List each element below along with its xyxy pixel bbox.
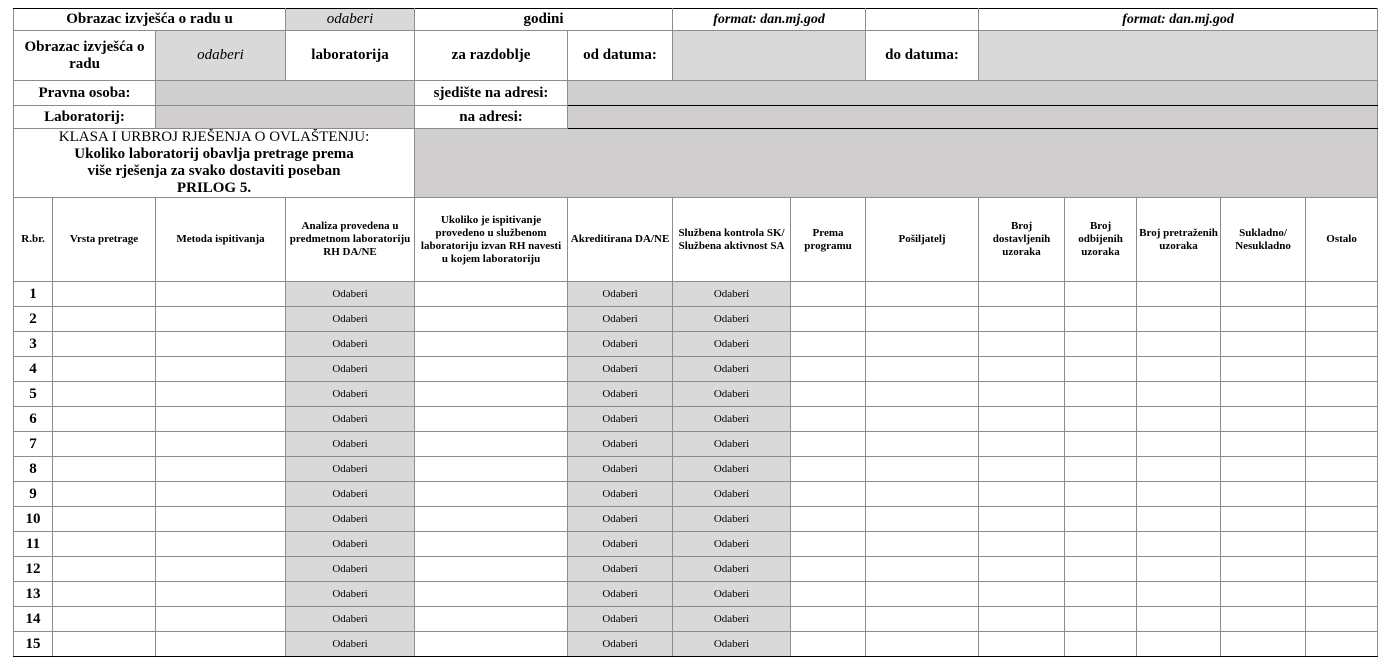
table-cell-input[interactable] bbox=[1221, 332, 1306, 357]
table-cell-input[interactable] bbox=[1065, 532, 1137, 557]
table-cell-input[interactable] bbox=[1065, 607, 1137, 632]
table-cell-input[interactable] bbox=[1306, 507, 1378, 532]
to-date-input[interactable] bbox=[979, 31, 1378, 81]
table-row bbox=[14, 582, 1378, 607]
table-cell-input[interactable] bbox=[1221, 457, 1306, 482]
table-cell-input[interactable] bbox=[866, 357, 979, 382]
row-number: 13 bbox=[14, 582, 53, 607]
lab-report-form bbox=[13, 8, 1378, 657]
report-type-label: Obrazac izvješća o radu bbox=[14, 31, 156, 81]
seat-address-input[interactable] bbox=[568, 81, 1378, 106]
table-cell-input[interactable] bbox=[156, 357, 286, 382]
decision-note: Ukoliko laboratorij obavlja pretrage prema više rješenja za svako dostaviti poseban PRILOG 5. bbox=[74, 146, 354, 196]
table-cell-input[interactable] bbox=[1065, 557, 1137, 582]
odaberi-select[interactable]: Odaberi bbox=[568, 507, 673, 532]
odaberi-select[interactable]: Odaberi bbox=[673, 557, 791, 582]
table-cell-input[interactable] bbox=[156, 457, 286, 482]
table-cell-input[interactable] bbox=[866, 632, 979, 657]
odaberi-select[interactable]: Odaberi bbox=[673, 507, 791, 532]
odaberi-select[interactable]: Odaberi bbox=[568, 482, 673, 507]
table-cell-input[interactable] bbox=[1137, 357, 1221, 382]
table-cell-input[interactable] bbox=[1306, 482, 1378, 507]
table-cell-input[interactable] bbox=[53, 632, 156, 657]
from-date-label: od datuma: bbox=[568, 31, 673, 81]
column-header: Broj pretraženih uzoraka bbox=[1137, 198, 1221, 282]
table-cell-input[interactable] bbox=[53, 407, 156, 432]
row-number: 15 bbox=[14, 632, 53, 657]
table-cell-input[interactable] bbox=[1306, 307, 1378, 332]
table-cell-input[interactable] bbox=[866, 307, 979, 332]
odaberi-select[interactable]: Odaberi bbox=[568, 457, 673, 482]
odaberi-select[interactable]: Odaberi bbox=[673, 432, 791, 457]
table-cell-input[interactable] bbox=[53, 357, 156, 382]
year-select[interactable]: odaberi bbox=[286, 9, 415, 31]
table-cell-input[interactable] bbox=[979, 282, 1065, 307]
table-cell-input[interactable] bbox=[415, 357, 568, 382]
legal-entity-label: Pravna osoba: bbox=[14, 81, 156, 106]
table-cell-input[interactable] bbox=[415, 307, 568, 332]
table-cell-input[interactable] bbox=[415, 432, 568, 457]
table-cell-input[interactable] bbox=[53, 557, 156, 582]
table-cell-input[interactable] bbox=[791, 507, 866, 532]
odaberi-select[interactable]: Odaberi bbox=[286, 357, 415, 382]
table-row bbox=[14, 332, 1378, 357]
table-cell-input[interactable] bbox=[1137, 607, 1221, 632]
table-cell-input[interactable] bbox=[1306, 407, 1378, 432]
odaberi-select[interactable]: Odaberi bbox=[673, 407, 791, 432]
table-cell-input[interactable] bbox=[156, 282, 286, 307]
table-cell-input[interactable] bbox=[1137, 507, 1221, 532]
to-date-label: do datuma: bbox=[866, 31, 979, 81]
table-cell-input[interactable] bbox=[1137, 332, 1221, 357]
row-number: 1 bbox=[14, 282, 53, 307]
row-number: 2 bbox=[14, 307, 53, 332]
table-cell-input[interactable] bbox=[53, 482, 156, 507]
odaberi-select[interactable]: Odaberi bbox=[673, 607, 791, 632]
row-number: 12 bbox=[14, 557, 53, 582]
table-cell-input[interactable] bbox=[866, 482, 979, 507]
table-row bbox=[14, 457, 1378, 482]
table-cell-input[interactable] bbox=[1221, 632, 1306, 657]
row-number: 7 bbox=[14, 432, 53, 457]
table-cell-input[interactable] bbox=[866, 607, 979, 632]
column-header: Ostalo bbox=[1306, 198, 1378, 282]
table-cell-input[interactable] bbox=[156, 532, 286, 557]
table-cell-input[interactable] bbox=[1221, 307, 1306, 332]
table-cell-input[interactable] bbox=[156, 632, 286, 657]
table-cell-input[interactable] bbox=[791, 632, 866, 657]
table-cell-input[interactable] bbox=[791, 482, 866, 507]
table-cell-input[interactable] bbox=[791, 432, 866, 457]
odaberi-select[interactable]: Odaberi bbox=[673, 482, 791, 507]
table-cell-input[interactable] bbox=[791, 607, 866, 632]
table-cell-input[interactable] bbox=[791, 382, 866, 407]
decision-label bbox=[14, 129, 415, 198]
odaberi-select[interactable]: Odaberi bbox=[568, 307, 673, 332]
table-cell-input[interactable] bbox=[866, 557, 979, 582]
odaberi-select[interactable]: Odaberi bbox=[286, 282, 415, 307]
column-header: Prema programu bbox=[791, 198, 866, 282]
table-cell-input[interactable] bbox=[415, 557, 568, 582]
table-cell-input[interactable] bbox=[1221, 482, 1306, 507]
column-header: Broj dostavljenih uzoraka bbox=[979, 198, 1065, 282]
period-label: za razdoblje bbox=[415, 31, 568, 81]
table-cell-input[interactable] bbox=[1221, 357, 1306, 382]
table-cell-input[interactable] bbox=[979, 582, 1065, 607]
odaberi-select[interactable]: Odaberi bbox=[286, 432, 415, 457]
table-cell-input[interactable] bbox=[791, 357, 866, 382]
table-cell-input[interactable] bbox=[1221, 432, 1306, 457]
odaberi-select[interactable]: Odaberi bbox=[568, 282, 673, 307]
odaberi-select[interactable]: Odaberi bbox=[673, 457, 791, 482]
table-cell-input[interactable] bbox=[1306, 607, 1378, 632]
table-cell-input[interactable] bbox=[53, 607, 156, 632]
table-row bbox=[14, 357, 1378, 382]
odaberi-select[interactable]: Odaberi bbox=[286, 557, 415, 582]
table-cell-input[interactable] bbox=[979, 407, 1065, 432]
table-cell-input[interactable] bbox=[979, 557, 1065, 582]
row-number: 6 bbox=[14, 407, 53, 432]
table-cell-input[interactable] bbox=[156, 382, 286, 407]
odaberi-select[interactable]: Odaberi bbox=[568, 532, 673, 557]
table-cell-input[interactable] bbox=[1137, 557, 1221, 582]
year-suffix-label: godini bbox=[415, 9, 673, 31]
lab-suffix-label: laboratorija bbox=[286, 31, 415, 81]
table-cell-input[interactable] bbox=[979, 607, 1065, 632]
table-row bbox=[14, 307, 1378, 332]
table-cell-input[interactable] bbox=[979, 432, 1065, 457]
table-row bbox=[14, 282, 1378, 307]
table-cell-input[interactable] bbox=[1065, 432, 1137, 457]
table-row bbox=[14, 407, 1378, 432]
table-cell-input[interactable] bbox=[1065, 582, 1137, 607]
odaberi-select[interactable]: Odaberi bbox=[286, 382, 415, 407]
table-cell-input[interactable] bbox=[791, 332, 866, 357]
address-input[interactable] bbox=[568, 106, 1378, 129]
table-cell-input[interactable] bbox=[1306, 632, 1378, 657]
row-number: 10 bbox=[14, 507, 53, 532]
laboratory-label: Laboratorij: bbox=[14, 106, 156, 129]
table-cell-input[interactable] bbox=[53, 532, 156, 557]
column-header: Broj odbijenih uzoraka bbox=[1065, 198, 1137, 282]
table-cell-input[interactable] bbox=[53, 457, 156, 482]
column-header: Pošiljatelj bbox=[866, 198, 979, 282]
table-cell-input[interactable] bbox=[53, 507, 156, 532]
table-cell-input[interactable] bbox=[979, 507, 1065, 532]
odaberi-select[interactable]: Odaberi bbox=[286, 507, 415, 532]
table-cell-input[interactable] bbox=[1221, 382, 1306, 407]
odaberi-select[interactable]: Odaberi bbox=[568, 632, 673, 657]
table-cell-input[interactable] bbox=[415, 532, 568, 557]
table-cell-input[interactable] bbox=[791, 557, 866, 582]
table-cell-input[interactable] bbox=[156, 407, 286, 432]
table-row bbox=[14, 432, 1378, 457]
table-row bbox=[14, 532, 1378, 557]
table-cell-input[interactable] bbox=[866, 432, 979, 457]
table-cell-input[interactable] bbox=[791, 532, 866, 557]
odaberi-select[interactable]: Odaberi bbox=[568, 407, 673, 432]
odaberi-select[interactable]: Odaberi bbox=[286, 407, 415, 432]
row-number: 3 bbox=[14, 332, 53, 357]
table-cell-input[interactable] bbox=[156, 507, 286, 532]
table-cell-input[interactable] bbox=[979, 332, 1065, 357]
table-cell-input[interactable] bbox=[791, 457, 866, 482]
odaberi-select[interactable]: Odaberi bbox=[286, 532, 415, 557]
odaberi-select[interactable]: Odaberi bbox=[673, 357, 791, 382]
table-cell-input[interactable] bbox=[1306, 582, 1378, 607]
odaberi-select[interactable]: Odaberi bbox=[673, 532, 791, 557]
decision-input[interactable] bbox=[415, 129, 1378, 198]
table-cell-input[interactable] bbox=[53, 582, 156, 607]
table-cell-input[interactable] bbox=[979, 382, 1065, 407]
laboratory-input[interactable] bbox=[156, 106, 415, 129]
row-number: 14 bbox=[14, 607, 53, 632]
odaberi-select[interactable]: Odaberi bbox=[286, 307, 415, 332]
table-cell-input[interactable] bbox=[979, 457, 1065, 482]
seat-address-label: sjedište na adresi: bbox=[415, 81, 568, 106]
table-cell-input[interactable] bbox=[1306, 557, 1378, 582]
table-cell-input[interactable] bbox=[1306, 432, 1378, 457]
table-cell-input[interactable] bbox=[415, 582, 568, 607]
table-cell-input[interactable] bbox=[866, 407, 979, 432]
table-cell-input[interactable] bbox=[156, 482, 286, 507]
odaberi-select[interactable]: Odaberi bbox=[568, 582, 673, 607]
row-number: 5 bbox=[14, 382, 53, 407]
table-cell-input[interactable] bbox=[1065, 457, 1137, 482]
table-row bbox=[14, 507, 1378, 532]
table-row bbox=[14, 607, 1378, 632]
table-cell-input[interactable] bbox=[1065, 632, 1137, 657]
odaberi-select[interactable]: Odaberi bbox=[568, 607, 673, 632]
table-cell-input[interactable] bbox=[1221, 407, 1306, 432]
table-cell-input[interactable] bbox=[866, 582, 979, 607]
lab-type-select[interactable]: odaberi bbox=[156, 31, 286, 81]
table-row bbox=[14, 632, 1378, 657]
table-cell-input[interactable] bbox=[1221, 532, 1306, 557]
table-cell-input[interactable] bbox=[866, 382, 979, 407]
odaberi-select[interactable]: Odaberi bbox=[568, 557, 673, 582]
table-cell-input[interactable] bbox=[1137, 457, 1221, 482]
table-cell-input[interactable] bbox=[1137, 532, 1221, 557]
table-row bbox=[14, 482, 1378, 507]
odaberi-select[interactable]: Odaberi bbox=[673, 582, 791, 607]
decision-title: KLASA I URBROJ RJEŠENJA O OVLAŠTENJU: bbox=[58, 129, 370, 145]
table-cell-input[interactable] bbox=[979, 307, 1065, 332]
table-cell-input[interactable] bbox=[1221, 607, 1306, 632]
odaberi-select[interactable]: Odaberi bbox=[286, 607, 415, 632]
table-cell-input[interactable] bbox=[1065, 507, 1137, 532]
table-cell-input[interactable] bbox=[866, 457, 979, 482]
table-cell-input[interactable] bbox=[1065, 357, 1137, 382]
column-header: Sukladno/ Nesukladno bbox=[1221, 198, 1306, 282]
table-cell-input[interactable] bbox=[1137, 432, 1221, 457]
table-cell-input[interactable] bbox=[979, 482, 1065, 507]
table-cell-input[interactable] bbox=[979, 532, 1065, 557]
row-number: 9 bbox=[14, 482, 53, 507]
odaberi-select[interactable]: Odaberi bbox=[673, 332, 791, 357]
table-cell-input[interactable] bbox=[1065, 332, 1137, 357]
table-cell-input[interactable] bbox=[415, 482, 568, 507]
table-cell-input[interactable] bbox=[415, 607, 568, 632]
odaberi-select[interactable]: Odaberi bbox=[673, 632, 791, 657]
table-cell-input[interactable] bbox=[415, 457, 568, 482]
table-cell-input[interactable] bbox=[1221, 557, 1306, 582]
odaberi-select[interactable]: Odaberi bbox=[286, 332, 415, 357]
blank-cell bbox=[866, 9, 979, 31]
table-cell-input[interactable] bbox=[1306, 382, 1378, 407]
table-cell-input[interactable] bbox=[1137, 282, 1221, 307]
table-row bbox=[14, 557, 1378, 582]
table-cell-input[interactable] bbox=[415, 632, 568, 657]
odaberi-select[interactable]: Odaberi bbox=[286, 632, 415, 657]
to-date-format-hint: format: dan.mj.god bbox=[979, 9, 1378, 31]
table-cell-input[interactable] bbox=[415, 332, 568, 357]
table-cell-input[interactable] bbox=[1137, 407, 1221, 432]
table-cell-input[interactable] bbox=[979, 632, 1065, 657]
odaberi-select[interactable]: Odaberi bbox=[568, 332, 673, 357]
table-cell-input[interactable] bbox=[1306, 332, 1378, 357]
row-number: 8 bbox=[14, 457, 53, 482]
table-cell-input[interactable] bbox=[53, 282, 156, 307]
odaberi-select[interactable]: Odaberi bbox=[286, 482, 415, 507]
table-cell-input[interactable] bbox=[156, 432, 286, 457]
table-cell-input[interactable] bbox=[53, 382, 156, 407]
table-cell-input[interactable] bbox=[156, 607, 286, 632]
table-cell-input[interactable] bbox=[156, 307, 286, 332]
table-cell-input[interactable] bbox=[1137, 632, 1221, 657]
table-cell-input[interactable] bbox=[1221, 282, 1306, 307]
odaberi-select[interactable]: Odaberi bbox=[286, 457, 415, 482]
from-date-format-hint: format: dan.mj.god bbox=[673, 9, 866, 31]
table-cell-input[interactable] bbox=[415, 407, 568, 432]
table-cell-input[interactable] bbox=[53, 432, 156, 457]
table-cell-input[interactable] bbox=[791, 307, 866, 332]
odaberi-select[interactable]: Odaberi bbox=[673, 282, 791, 307]
row-number: 11 bbox=[14, 532, 53, 557]
table-cell-input[interactable] bbox=[1306, 282, 1378, 307]
column-header: Akreditirana DA/NE bbox=[568, 198, 673, 282]
odaberi-select[interactable]: Odaberi bbox=[673, 307, 791, 332]
table-cell-input[interactable] bbox=[1065, 482, 1137, 507]
table-cell-input[interactable] bbox=[979, 357, 1065, 382]
table-cell-input[interactable] bbox=[156, 557, 286, 582]
odaberi-select[interactable]: Odaberi bbox=[568, 432, 673, 457]
table-cell-input[interactable] bbox=[866, 282, 979, 307]
table-cell-input[interactable] bbox=[791, 407, 866, 432]
odaberi-select[interactable]: Odaberi bbox=[673, 382, 791, 407]
odaberi-select[interactable]: Odaberi bbox=[568, 382, 673, 407]
table-cell-input[interactable] bbox=[156, 332, 286, 357]
table-cell-input[interactable] bbox=[1065, 382, 1137, 407]
table-cell-input[interactable] bbox=[1065, 407, 1137, 432]
table-cell-input[interactable] bbox=[1306, 357, 1378, 382]
report-title-label: Obrazac izvješća o radu u bbox=[14, 9, 286, 31]
table-cell-input[interactable] bbox=[415, 282, 568, 307]
table-cell-input[interactable] bbox=[866, 332, 979, 357]
odaberi-select[interactable]: Odaberi bbox=[568, 357, 673, 382]
table-cell-input[interactable] bbox=[1065, 307, 1137, 332]
table-cell-input[interactable] bbox=[415, 382, 568, 407]
table-cell-input[interactable] bbox=[1137, 382, 1221, 407]
table-cell-input[interactable] bbox=[791, 282, 866, 307]
table-cell-input[interactable] bbox=[1137, 482, 1221, 507]
from-date-input[interactable] bbox=[673, 31, 866, 81]
table-cell-input[interactable] bbox=[791, 582, 866, 607]
legal-entity-input[interactable] bbox=[156, 81, 415, 106]
column-header: R.br. bbox=[14, 198, 53, 282]
table-cell-input[interactable] bbox=[866, 507, 979, 532]
table-cell-input[interactable] bbox=[1221, 507, 1306, 532]
table-row bbox=[14, 382, 1378, 407]
table-cell-input[interactable] bbox=[866, 532, 979, 557]
table-cell-input[interactable] bbox=[156, 582, 286, 607]
table-cell-input[interactable] bbox=[53, 332, 156, 357]
table-cell-input[interactable] bbox=[1306, 532, 1378, 557]
table-cell-input[interactable] bbox=[53, 307, 156, 332]
column-header: Službena kontrola SK/ Službena aktivnost SA bbox=[673, 198, 791, 282]
column-header: Metoda ispitivanja bbox=[156, 198, 286, 282]
row-number: 4 bbox=[14, 357, 53, 382]
address-label: na adresi: bbox=[415, 106, 568, 129]
odaberi-select[interactable]: Odaberi bbox=[286, 582, 415, 607]
table-cell-input[interactable] bbox=[1221, 582, 1306, 607]
column-header: Vrsta pretrage bbox=[53, 198, 156, 282]
column-header: Analiza provedena u predmetnom laboratoriju RH DA/NE bbox=[286, 198, 415, 282]
table-cell-input[interactable] bbox=[1137, 582, 1221, 607]
table-cell-input[interactable] bbox=[415, 507, 568, 532]
column-header: Ukoliko je ispitivanje provedeno u službenom laboratoriju izvan RH navesti u kojem laboratoriju bbox=[415, 198, 568, 282]
table-cell-input[interactable] bbox=[1137, 307, 1221, 332]
table-cell-input[interactable] bbox=[1065, 282, 1137, 307]
table-cell-input[interactable] bbox=[1306, 457, 1378, 482]
